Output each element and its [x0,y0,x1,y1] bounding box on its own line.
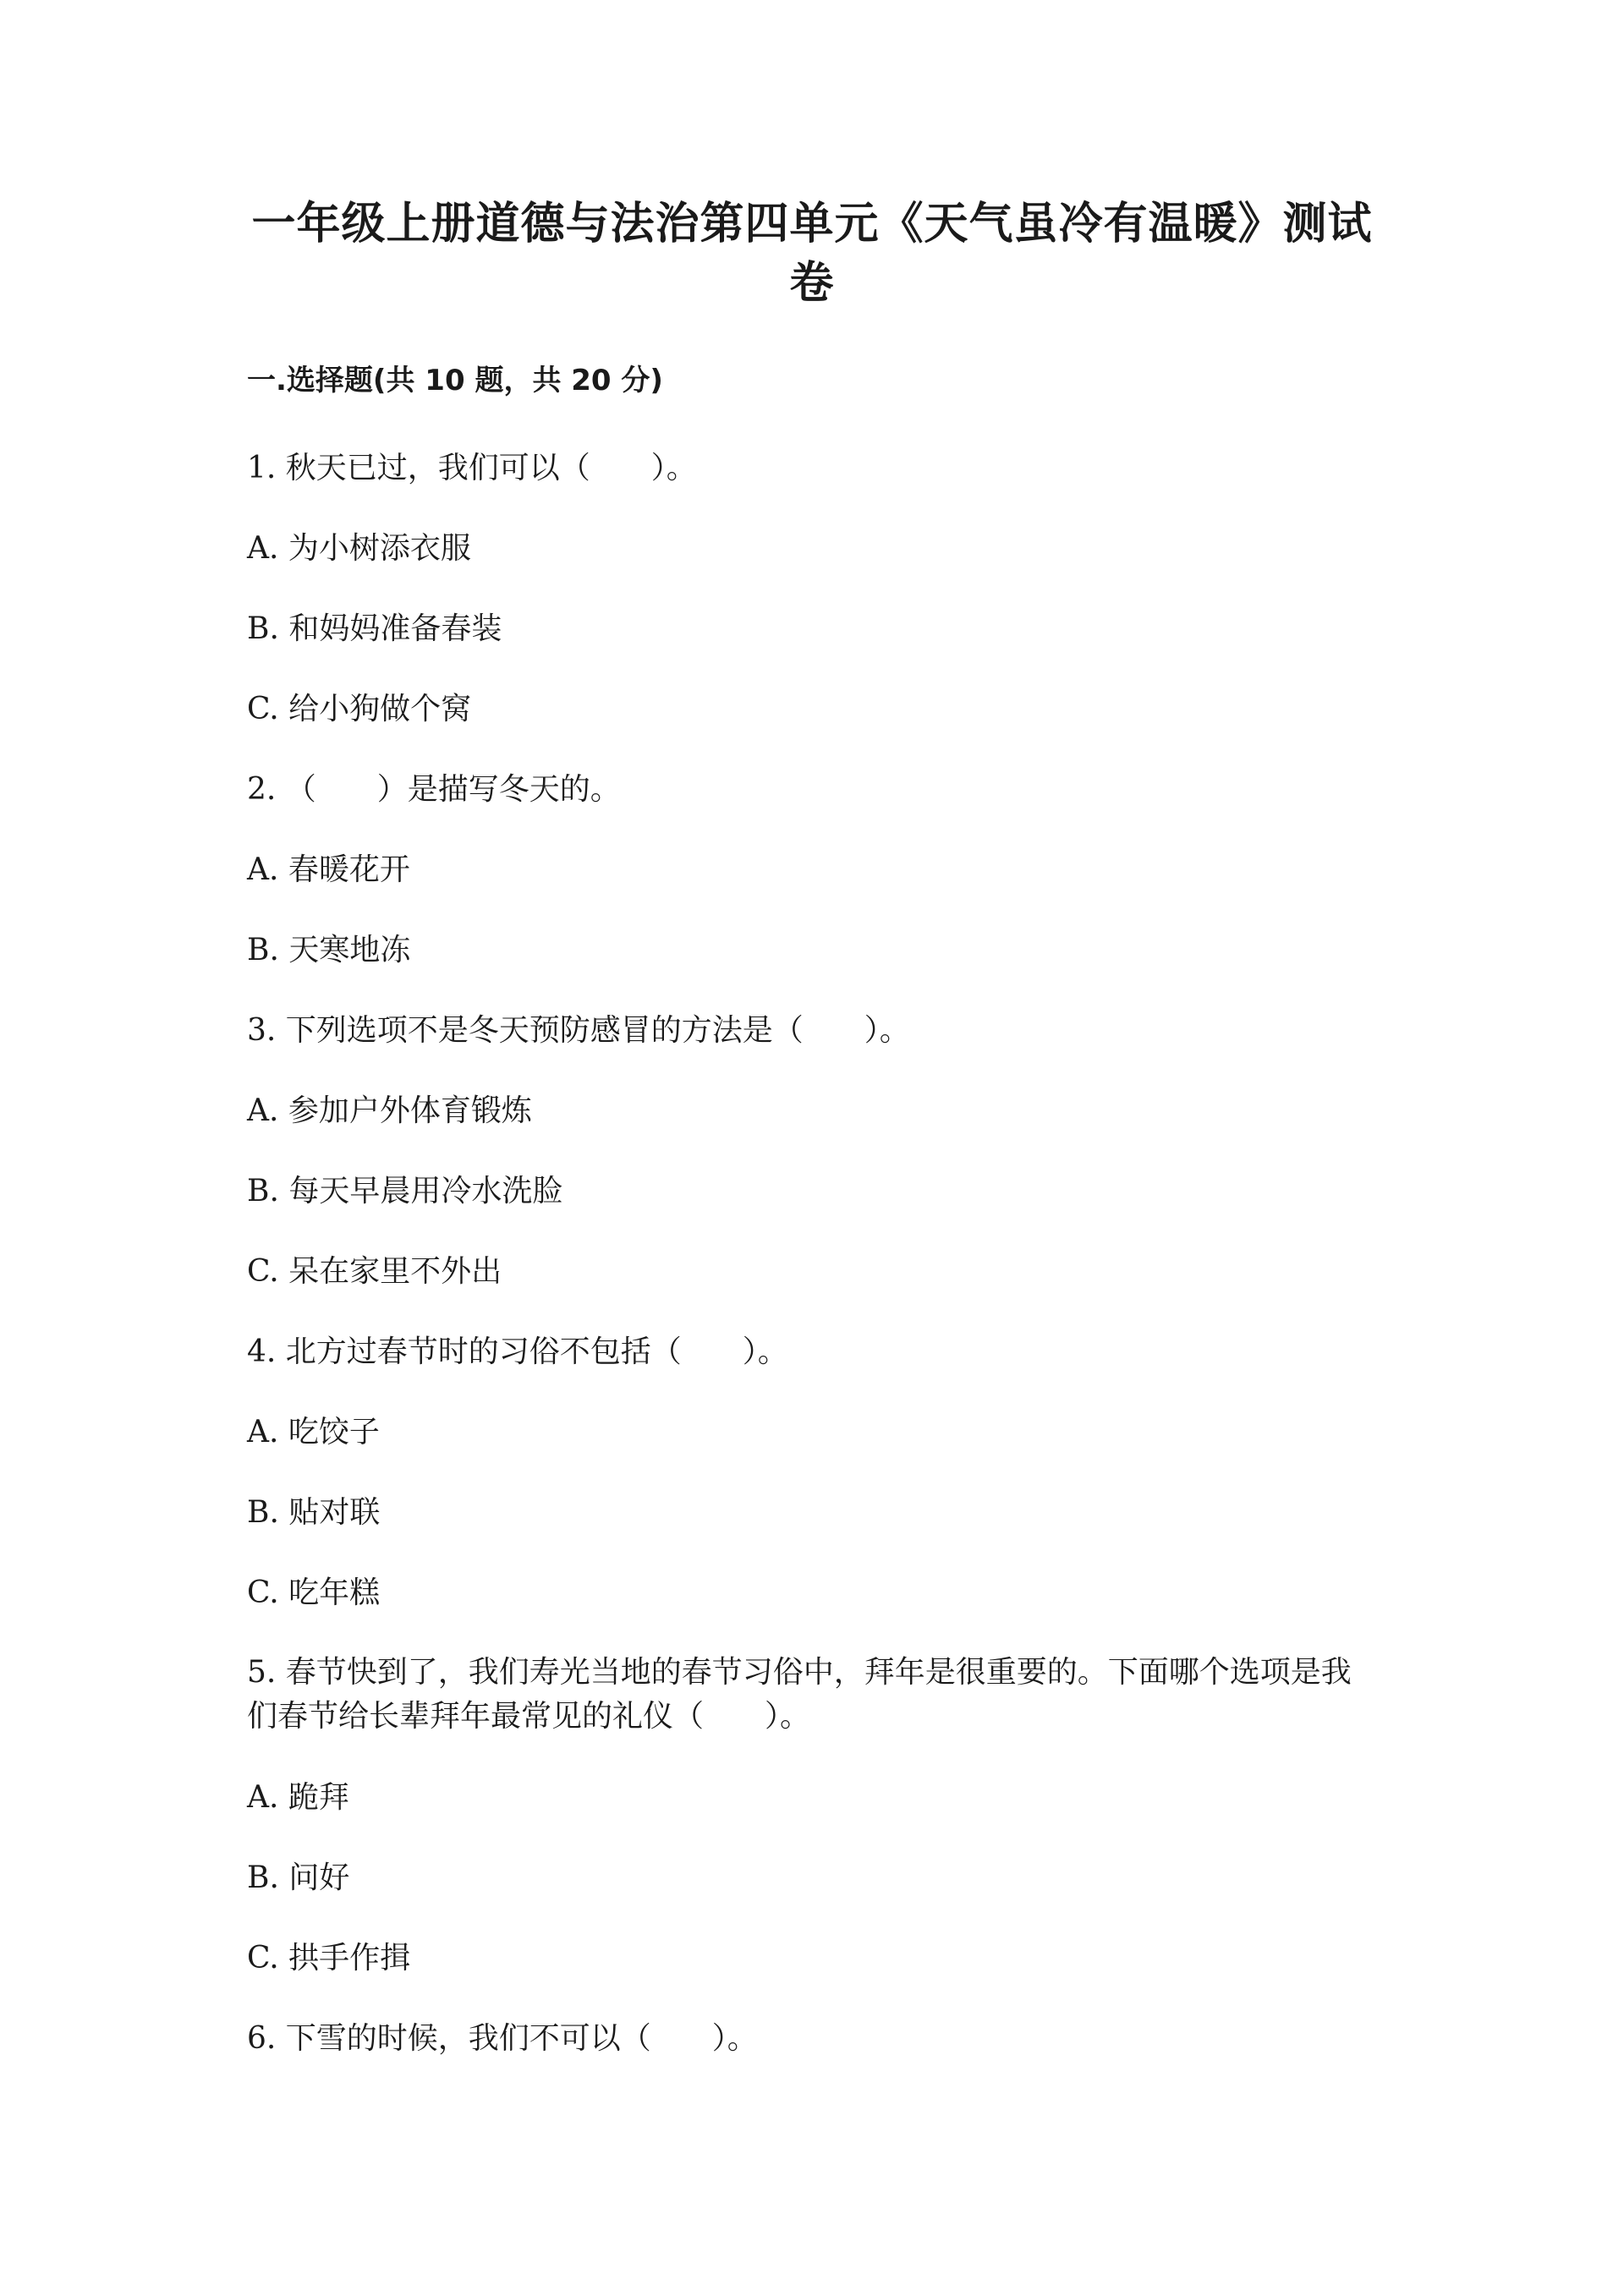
option-3a: A. 参加户外体育锻炼 [247,1093,532,1128]
option-5b: B. 问好 [247,1860,350,1895]
option-1a: A. 为小树添衣服 [247,531,471,566]
option-5c: C. 拱手作揖 [247,1941,411,1975]
option-2b: B. 天寒地冻 [247,933,411,967]
option-4c: C. 吃年糕 [247,1575,381,1610]
question-stem-4: 4. 北方过春节时的习俗不包括（ ）。 [247,1334,788,1369]
question-stem-3: 3. 下列选项不是冬天预防感冒的方法是（ ）。 [247,1013,910,1048]
option-3b: B. 每天早晨用冷水洗脸 [247,1174,563,1208]
option-4a: A. 吃饺子 [247,1415,380,1449]
page-title: 一年级上册道德与法治第四单元《天气虽冷有温暖》测试卷 [251,199,1373,309]
option-1c: C. 给小狗做个窝 [247,692,472,726]
question-stem-2: 2. （ ）是描写冬天的。 [247,772,621,807]
section-heading: 一.选择题(共 10 题，共 20 分) [247,364,663,397]
option-4b: B. 贴对联 [247,1495,381,1530]
option-5a: A. 跪拜 [247,1780,349,1815]
option-3c: C. 呆在家里不外出 [247,1254,502,1289]
question-stem-5: 5. 春节快到了，我们寿光当地的春节习俗中，拜年是很重要的。下面哪个选项是我们春节给长辈拜年最常见的礼仪（ ）。 [247,1655,1352,1734]
question-stem-6: 6. 下雪的时候，我们不可以（ ）。 [247,2021,758,2056]
option-1b: B. 和妈妈准备春装 [247,611,502,646]
option-2a: A. 春暖花开 [247,852,410,887]
question-stem-1: 1. 秋天已过，我们可以（ ）。 [247,451,697,485]
